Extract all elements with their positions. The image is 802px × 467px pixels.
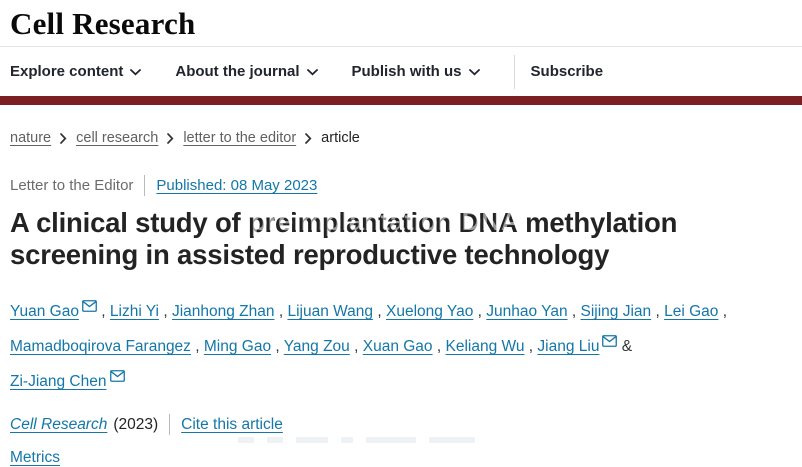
author-link[interactable] <box>581 303 652 320</box>
divider <box>144 175 145 196</box>
journal-name-link[interactable]: Cell Research <box>10 415 108 433</box>
author-name: Yang Zou <box>283 338 350 356</box>
divider <box>169 414 170 435</box>
author-link[interactable] <box>284 338 350 355</box>
published-date-link[interactable]: Published: 08 May 2023 <box>156 177 318 195</box>
author-link[interactable] <box>10 338 191 355</box>
article-type-label: Letter to the Editor <box>10 177 134 195</box>
nav-about-journal-label: About the journal <box>175 63 300 81</box>
author-name: Mamadboqirova Farangez <box>10 338 191 356</box>
citation-row <box>10 414 792 435</box>
author-link[interactable] <box>386 303 473 320</box>
breadcrumb-letter-to-editor[interactable]: letter to the editor <box>183 130 297 147</box>
article-title-ghosted-part: preimplantation DNA preimplantation DNA <box>248 207 518 238</box>
metrics-link[interactable]: Metrics <box>10 449 60 467</box>
site-header <box>0 0 802 47</box>
journal-logo[interactable]: Cell Research <box>10 6 196 41</box>
author-name: Lijuan Wang <box>287 303 374 321</box>
article-title <box>10 207 740 271</box>
nav-subscribe[interactable] <box>531 47 604 96</box>
chevron-down-icon <box>307 47 318 96</box>
nav-publish-with-us[interactable] <box>352 47 480 96</box>
author-name: Xuelong Yao <box>385 303 474 321</box>
author-name: Lizhi Yi <box>109 303 160 321</box>
author-name: Junhao Yan <box>486 303 568 321</box>
author-link[interactable] <box>287 303 373 320</box>
article-title-part: A clinical study of <box>10 207 248 239</box>
email-icon[interactable] <box>82 299 97 316</box>
author-link[interactable] <box>537 338 617 355</box>
nav-subscribe-label: Subscribe <box>530 63 604 81</box>
chevron-down-icon <box>130 47 141 96</box>
article-header-section <box>0 130 802 467</box>
author-link[interactable] <box>10 373 125 390</box>
chevron-right-icon <box>167 133 174 144</box>
chevron-right-icon <box>305 133 312 144</box>
author-name: Sijing Jian <box>580 303 652 321</box>
author-link[interactable] <box>172 303 275 320</box>
breadcrumb-article: article <box>321 130 360 147</box>
author-link[interactable] <box>363 338 433 355</box>
journal-accent-bar <box>0 96 802 105</box>
author-name: Jianhong Zhan <box>171 303 275 321</box>
article-title-part: methylation screening in assisted reproductive technology <box>10 207 678 271</box>
author-link[interactable] <box>664 303 718 320</box>
author-name: Jiang Liu <box>537 338 600 356</box>
nav-explore-content[interactable] <box>10 47 141 96</box>
author-name: Yuan Gao <box>10 303 79 321</box>
author-link[interactable] <box>486 303 567 320</box>
chevron-right-icon <box>60 133 67 144</box>
breadcrumb-nature[interactable]: nature <box>10 130 52 147</box>
author-name: Zi-Jiang Chen <box>10 373 107 391</box>
author-link[interactable] <box>204 338 271 355</box>
author-list: Yuan Gao , Lizhi Yi , Jianhong Zhan , Lijuan Wang , Xuelong Yao , Junhao Yan , Sijing Jian , Lei Gao , Mamadboqirova Farangez , Ming Gao , Yang Zou , Xuan Gao , Keliang Wu , Jiang Liu & Zi-Jiang Chen <box>10 292 750 397</box>
email-icon[interactable] <box>110 369 125 386</box>
author-ampersand: & <box>621 338 633 356</box>
author-link[interactable] <box>446 338 525 355</box>
cite-this-article-link[interactable]: Cite this article <box>181 415 283 433</box>
top-navigation <box>0 47 802 96</box>
breadcrumb <box>10 130 792 146</box>
chevron-down-icon <box>469 47 480 96</box>
nav-explore-content-label: Explore content <box>10 63 124 81</box>
breadcrumb-cell-research[interactable]: cell research <box>76 130 159 147</box>
author-name: Ming Gao <box>203 338 272 356</box>
ghost-artifact <box>238 437 475 443</box>
metrics-row <box>10 449 792 467</box>
nav-publish-with-us-label: Publish with us <box>351 63 462 81</box>
author-name: Xuan Gao <box>362 338 433 356</box>
author-name: Keliang Wu <box>445 338 525 356</box>
author-name: Lei Gao <box>664 303 719 321</box>
author-link[interactable] <box>110 303 159 320</box>
article-meta-row <box>10 175 792 196</box>
nav-divider <box>514 55 515 89</box>
author-link[interactable] <box>10 303 97 320</box>
publication-year: (2023) <box>113 415 159 433</box>
nav-about-journal[interactable] <box>175 47 317 96</box>
email-icon[interactable] <box>602 334 617 351</box>
